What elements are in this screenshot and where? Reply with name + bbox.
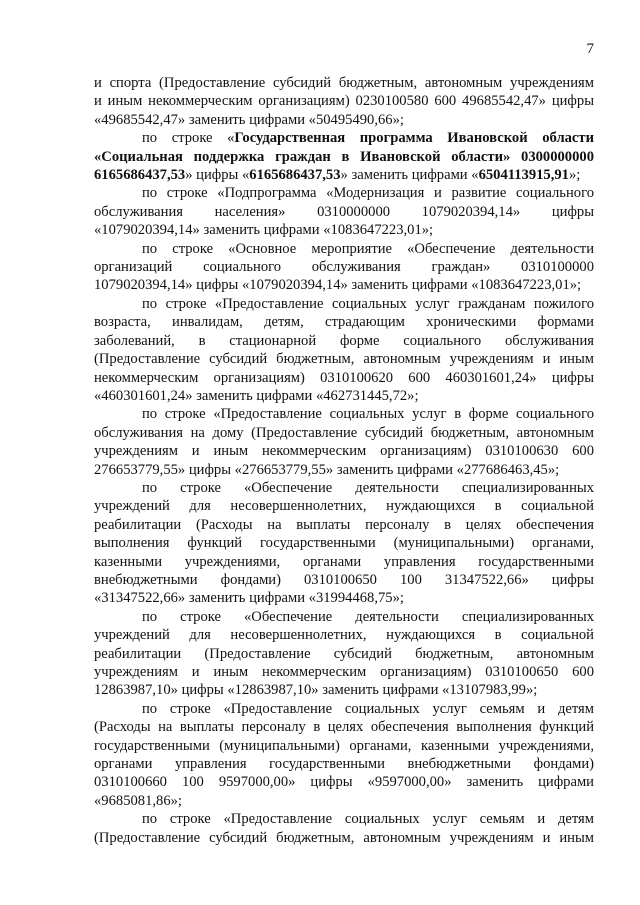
text-line: заболеваний, в стационарной форме социального обслуживания: [94, 332, 594, 349]
paragraph: [94, 405, 594, 479]
text-line: 1079020394,14» цифры «1079020394,14» заменить цифрами «1083647223,01»;: [94, 277, 582, 294]
text-segment: по строке «: [142, 130, 235, 147]
text-line: «31347522,66» заменить цифрами «31994468,75»;: [94, 590, 404, 607]
paragraph: [94, 479, 594, 608]
text-line: и спорта (Предоставление субсидий бюджетным, автономным учреждениям: [94, 75, 594, 91]
text-line: органами управления государственными внебюджетными фондами): [94, 756, 594, 773]
text-segment: » заменить цифрами «: [340, 167, 479, 184]
text-line: 12863987,10» цифры «12863987,10» заменить цифрами «13107983,99»;: [94, 682, 538, 699]
text-line: по строке «Предоставление социальных услуг в форме социального: [142, 406, 594, 423]
text-line: по строке «Предоставление социальных услуг семьям и детям: [142, 811, 594, 828]
text-line: организаций социального обслуживания граждан» 0310100000: [94, 259, 594, 276]
text-line: учреждений для несовершеннолетних, нуждающихся в социальной: [94, 627, 594, 644]
text-line: внебюджетными фондами) 0310100650 100 31347522,66» цифры: [94, 571, 594, 588]
text-line: [94, 166, 594, 184]
text-line: государственными (муниципальными) органами, казенными учреждениями,: [94, 737, 594, 754]
paragraph: [94, 74, 594, 129]
text-line: обслуживания населения» 0310000000 1079020394,14» цифры: [94, 203, 594, 220]
text-line: (Предоставление субсидий бюджетным, автономным учреждениям и иным: [94, 829, 594, 846]
paragraph: [94, 810, 594, 847]
text-line: по строке «Обеспечение деятельности специализированных: [142, 608, 594, 625]
paragraph: [94, 129, 594, 184]
text-line: учреждениям и иным некоммерческим организациям) 0310100650 600: [94, 664, 594, 680]
page-number: 7: [586, 41, 594, 57]
text-line: 0310100660 100 9597000,00» цифры «9597000,00» заменить цифрами: [94, 774, 594, 791]
paragraph: [94, 608, 594, 700]
text-line: по строке «Основное мероприятие «Обеспечение деятельности: [142, 240, 594, 257]
text-line: казенными учреждениями, органами управления государственными: [94, 553, 594, 570]
paragraph: [94, 295, 594, 405]
text-segment: » цифры «: [185, 167, 250, 184]
text-line: реабилитации (Предоставление субсидий бюджетным, автономным: [94, 645, 594, 662]
paragraph: [94, 184, 594, 239]
text-segment: »;: [568, 167, 581, 184]
text-line: возраста, инвалидам, детям, страдающим хроническими формами: [94, 314, 594, 331]
text-line: (Расходы на выплаты персоналу в целях обеспечения выполнения функций: [94, 719, 594, 736]
text-line: [94, 129, 594, 147]
text-line: учреждениям и иным некоммерческим организациям) 0310100630 600: [94, 443, 594, 460]
text-line: некоммерческим организациям) 0310100620 600 460301601,24» цифры: [94, 369, 594, 386]
text-line: «1079020394,14» заменить цифрами «1083647223,01»;: [94, 222, 434, 239]
document-body: [94, 74, 594, 847]
text-line: и иным некоммерческим организациям) 0230100580 600 49685542,47» цифры: [94, 93, 594, 110]
text-line: «9685081,86»;: [94, 792, 182, 809]
bold-text: «Социальная поддержка граждан в Ивановской области» 0300000000: [94, 148, 594, 165]
text-line: выполнения функций государственными (муниципальными) органами,: [94, 535, 594, 552]
text-line: учреждений для несовершеннолетних, нуждающихся в социальной: [94, 498, 594, 515]
text-line: по строке «Обеспечение деятельности специализированных: [142, 479, 594, 496]
text-line: (Предоставление субсидий бюджетным, автономным учреждениям и иным: [94, 351, 594, 368]
bold-text: Государственная программа Ивановской области: [234, 130, 594, 147]
text-line: «49685542,47» заменить цифрами «50495490,66»;: [94, 111, 404, 128]
paragraph: [94, 700, 594, 810]
bold-text: 6165686437,53: [94, 167, 186, 184]
text-line: обслуживания на дому (Предоставление субсидий бюджетным, автономным: [94, 424, 594, 441]
text-line: реабилитации (Расходы на выплаты персоналу в целях обеспечения: [94, 516, 594, 533]
text-line: по строке «Предоставление социальных услуг семьям и детям: [142, 700, 594, 717]
bold-text: 6165686437,53: [249, 167, 341, 184]
paragraph: [94, 240, 594, 295]
bold-text: 6504113915,91: [478, 167, 569, 184]
text-line: [94, 148, 594, 166]
text-line: по строке «Подпрограмма «Модернизация и развитие социального: [142, 185, 594, 202]
text-line: «460301601,24» заменить цифрами «462731445,72»;: [94, 387, 419, 404]
text-line: по строке «Предоставление социальных услуг гражданам пожилого: [142, 295, 594, 312]
text-line: 276653779,55» цифры «276653779,55» заменить цифрами «277686463,45»;: [94, 461, 560, 478]
